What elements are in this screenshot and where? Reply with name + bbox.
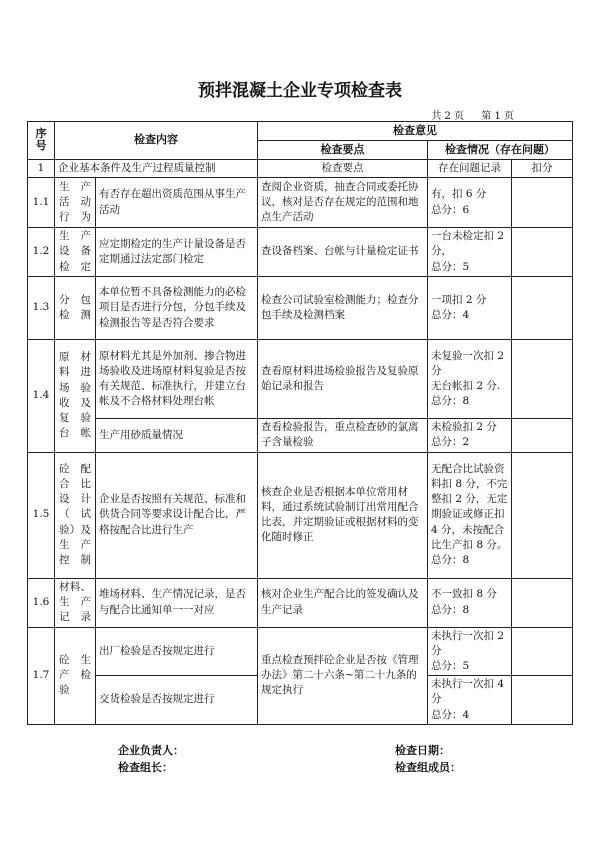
header-opinion: 检查意见 xyxy=(258,122,573,141)
row-points: 检查公司试验室检测能力；检查分包手续及检测档案 xyxy=(258,277,428,340)
company-lead-label: 企业负责人： xyxy=(118,744,184,757)
table-row xyxy=(28,277,573,340)
row-item: 生产用砂质量情况 xyxy=(96,419,258,452)
row-record: 未复验一次扣 2 分 无台帐扣 2 分. 总分：8 xyxy=(428,340,512,419)
row-1-points: 检查要点 xyxy=(258,159,428,177)
row-item: 企业是否按照有关规范、标准和供货合同等要求设计配合比，严格按配合比进行生产 xyxy=(96,452,258,578)
row-no: 1.6 xyxy=(28,578,55,627)
row-item: 交货检验是否按规定进行 xyxy=(96,676,258,725)
header-points: 检查要点 xyxy=(258,140,428,159)
row-points: 查阅企业资质，抽查合同或委托协议，核对是否存在规定的范围和地点生产活动 xyxy=(258,178,428,228)
row-deduct xyxy=(512,228,573,277)
row-deduct xyxy=(512,178,573,228)
row-points: 核查企业是否根据本单位常用材料，通过系统试验制订出常用配合比表，并定期验证或根据材料的变化随时修正 xyxy=(258,452,428,578)
row-points: 核对企业生产配合比的签发确认及生产记录 xyxy=(258,578,428,627)
team-lead-label: 检查组长： xyxy=(118,761,173,774)
table-row xyxy=(28,578,573,627)
row-deduct xyxy=(512,452,573,578)
row-no: 1.5 xyxy=(28,452,55,578)
row-1-deduct: 扣分 xyxy=(512,159,573,177)
row-item: 原材料尤其是外加剂、掺合物进场验收及进场原材料复验是否按有关规范、标准执行，并建立台帐及不合格材料处理台帐 xyxy=(96,340,258,419)
table-row xyxy=(28,340,573,419)
row-record: 未执行一次扣 4 分 总分：4 xyxy=(428,676,512,725)
row-category: 砼配 合比 设计（试 验）及 生产 控制 xyxy=(55,452,96,578)
row-1-record: 存在问题记录 xyxy=(428,159,512,177)
row-1-no: 1 xyxy=(28,159,55,177)
table-row xyxy=(28,627,573,676)
row-1-item: 企业基本条件及生产过程质量控制 xyxy=(55,159,258,177)
table-row xyxy=(28,178,573,228)
row-no: 1.3 xyxy=(28,277,55,340)
header-status: 检查情况（存在问题） xyxy=(428,140,573,159)
row-deduct xyxy=(512,419,573,452)
page-current: 第 1 页 xyxy=(481,111,514,122)
row-record: 一台未检定扣 2 分， 总分：5 xyxy=(428,228,512,277)
row-points: 查看原材料进场检验报告及复验原始记录和报告 xyxy=(258,340,428,419)
row-no: 1.7 xyxy=(28,627,55,724)
row-item: 出厂检验是否按规定进行 xyxy=(96,627,258,676)
row-record: 一项扣 2 分 总分：4 xyxy=(428,277,512,340)
header-seq: 序 号 xyxy=(28,122,55,160)
row-category: 生产 设备 检定 xyxy=(55,228,96,277)
row-deduct xyxy=(512,676,573,725)
row-category: 分包 检测 xyxy=(55,277,96,340)
row-no: 1.4 xyxy=(28,340,55,452)
row-item: 本单位暂不具备检测能力的必检项目是否进行分包，分包手续及检测报告等是否符合要求 xyxy=(96,277,258,340)
inspection-table xyxy=(27,121,573,725)
row-item: 有否存在超出资质范围从事生产活动 xyxy=(96,178,258,228)
row-record: 未执行一次扣 2 分 总分：5 xyxy=(428,627,512,676)
row-category: 生产 活动 行为 xyxy=(55,178,96,228)
row-record: 不一致扣 8 分 总分：8 xyxy=(428,578,512,627)
table-row xyxy=(28,452,573,578)
row-record: 有，扣 6 分 总分：6 xyxy=(428,178,512,228)
row-deduct xyxy=(512,627,573,676)
row-points: 重点检查预拌砼企业是否按《管理办法》第二十六条~第二十九条的规定执行 xyxy=(258,627,428,724)
row-record: 未检验扣 2 分 总分：2 xyxy=(428,419,512,452)
row-no: 1.2 xyxy=(28,228,55,277)
page-info xyxy=(417,107,514,122)
table-row xyxy=(28,419,573,452)
row-deduct xyxy=(512,340,573,419)
row-item: 应定期检定的生产计量设备是否定期通过法定部门检定 xyxy=(96,228,258,277)
table-row xyxy=(28,228,573,277)
row-category: 砼生 产检 验 xyxy=(55,627,96,724)
row-category: 原材 料进 场验 收及 复验 台帐 xyxy=(55,340,96,452)
row-record: 无配合比试验资料扣 8 分，不完整扣 2 分，无定期验证或修正扣 4 分，未按配合比生产扣 8 分。 总分：8 xyxy=(428,452,512,578)
team-members-label: 检查组成员： xyxy=(395,761,461,774)
row-deduct xyxy=(512,277,573,340)
row-category: 材料、 生产 记录 xyxy=(55,578,96,627)
check-date-label: 检查日期： xyxy=(395,744,450,757)
row-no: 1.1 xyxy=(28,178,55,228)
page-total: 共 2 页 xyxy=(431,111,465,122)
page-title: 预拌混凝土企业专项检查表 xyxy=(198,81,402,101)
row-deduct xyxy=(512,578,573,627)
row-item: 堆场材料、生产情况记录，是否与配合比通知单一一对应 xyxy=(96,578,258,627)
row-points: 查看检验报告，重点检查砂的氯离子含量检验 xyxy=(258,419,428,452)
header-content: 检查内容 xyxy=(55,122,258,160)
row-points: 查设备档案、台帐与计量检定证书 xyxy=(258,228,428,277)
